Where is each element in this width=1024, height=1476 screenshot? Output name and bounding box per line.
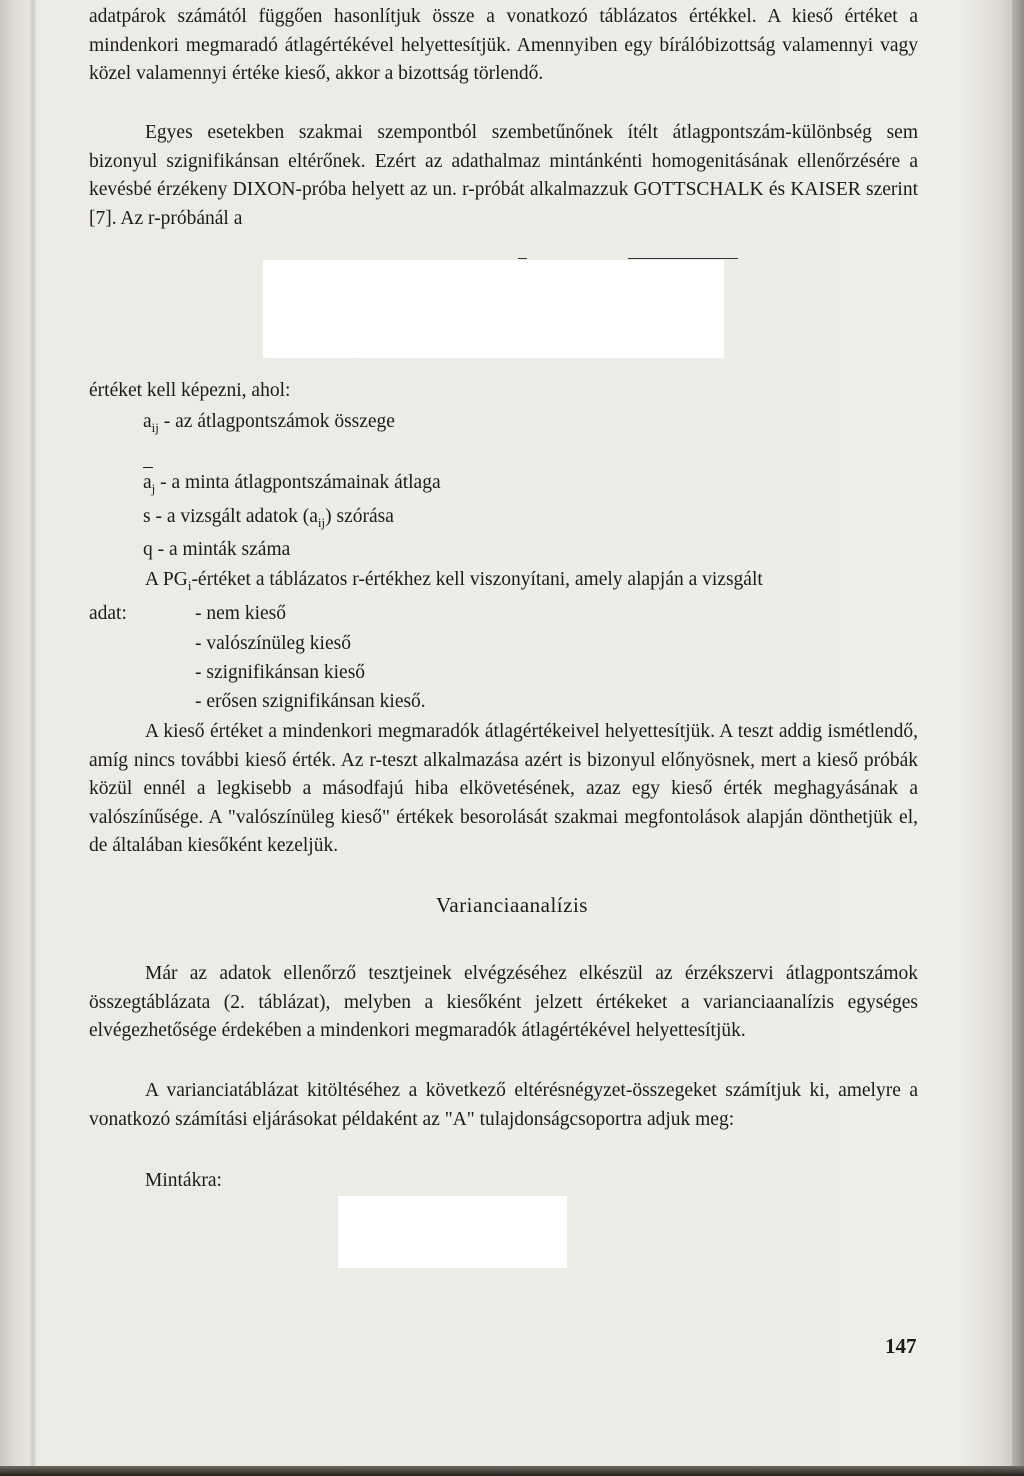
book-spine-shadow <box>30 0 36 1476</box>
symbol-s: s <box>143 506 151 527</box>
formula-placeholder-box <box>263 260 724 358</box>
outcome-3: - szignifikánsan kieső <box>195 662 366 683</box>
section-heading: Varianciaanalízis <box>436 893 588 917</box>
page-bottom-edge <box>0 1466 1024 1476</box>
definition-s <box>143 503 394 532</box>
pg-label: A PG <box>145 569 188 590</box>
outcome-4: - erősen szignifikánsan kieső. <box>195 691 426 712</box>
outcome-2: - valószínüleg kieső <box>195 633 351 654</box>
definition-aij <box>143 408 395 437</box>
definition-text-post: ) szórása <box>325 506 394 527</box>
pg-rest: -értéket a táblázatos r-értékhez kell viszonyítani, amely alapján a vizsgált <box>191 569 763 590</box>
symbol-a: a <box>143 411 152 432</box>
page-number: 147 <box>885 1334 917 1358</box>
subscript-ij: ij <box>151 420 159 435</box>
adat-label: adat: <box>89 603 127 624</box>
definition-q <box>143 536 290 564</box>
definitions-intro: értéket kell képezni, ahol: <box>89 380 291 401</box>
subscript-j: j <box>151 481 156 496</box>
formula-fraction-mark <box>628 258 738 259</box>
symbol-q: q <box>143 539 153 560</box>
definition-text: - a minta átlagpontszámainak átlaga <box>155 472 441 493</box>
definition-aj <box>143 469 441 498</box>
paragraph-7: A varianciatáblázat kitöltéséhez a következő eltérésnégyzet-összegeket számítjuk ki, amelyre a vonatkozó számítási eljárásokat példaként az "A" tulajdonságcsoportra adjuk meg: <box>89 1080 918 1130</box>
definition-text: - a minták száma <box>152 539 291 560</box>
definition-text-pre: - a vizsgált adatok (a <box>150 506 318 527</box>
formula-bar-mark <box>518 258 527 259</box>
paragraph-5: A kieső értéket a mindenkori megmaradók átlagértékeivel helyettesítjük. A teszt addig ismétlendő, amíg nincs további kieső érték. Az r-teszt alkalmazása azért is bizonyul előnyösnek, mert a kieső próbák közül ennél a legkisebb a másodfajú hiba elkövetésének, azaz egy kieső érték meghagyásának a valószínűsége. A "valószínüleg kieső" értékek besorolását szakmai megfontolások alapján dönthetjük el, de általában kiesőként kezeljük. <box>89 721 918 857</box>
subscript-ij: ij <box>317 515 326 530</box>
paragraph-r-test <box>89 119 918 233</box>
paragraph-intro <box>89 3 918 89</box>
definition-text: - az átlagpontszámok összege <box>158 411 395 432</box>
pg-sentence <box>145 566 763 595</box>
paragraph-table <box>89 960 918 1046</box>
samples-label: Mintákra: <box>145 1170 222 1191</box>
pg-subscript: i <box>187 578 192 593</box>
outcome-1: - nem kieső <box>195 603 286 624</box>
paragraph-6: Már az adatok ellenőrző tesztjeinek elvégzéséhez elkészül az érzékszervi átlagpontszámok összegtáblázata (2. táblázat), melyben a kiesőként jelzett értékeket a varianciaanalízis egységes elvégezhetősége érdekében a mindenkori megmaradók átlagértékével helyettesítjük. <box>89 963 918 1042</box>
page-right-edge <box>1012 0 1024 1476</box>
paragraph-substitution <box>89 718 918 861</box>
formula-placeholder-box-2 <box>338 1196 567 1268</box>
paragraph-variance <box>89 1077 918 1134</box>
symbol-a-bar: a <box>143 472 152 493</box>
paragraph-2: Egyes esetekben szakmai szempontból szembetűnőnek ítélt átlagpontszám-különbség sem bizonyul szignifikánsan eltérőnek. Ezért az adathalmaz mintánkénti homogenitásának ellenőrzésére a kevésbé érzékeny DIXON-próba helyett az un. r-próbát alkalmazzuk GOTTSCHALK és KAISER szerint [7]. Az r-próbánál a <box>89 122 918 229</box>
paragraph-1: adatpárok számától függően hasonlítjuk össze a vonatkozó táblázatos értékkel. A kieső értéket a mindenkori megmaradó átlagértékével helyettesítjük. Amennyiben egy bírálóbizottság valamennyi vagy közel valamennyi értéke kieső, akkor a bizottság törlendő. <box>89 6 918 85</box>
